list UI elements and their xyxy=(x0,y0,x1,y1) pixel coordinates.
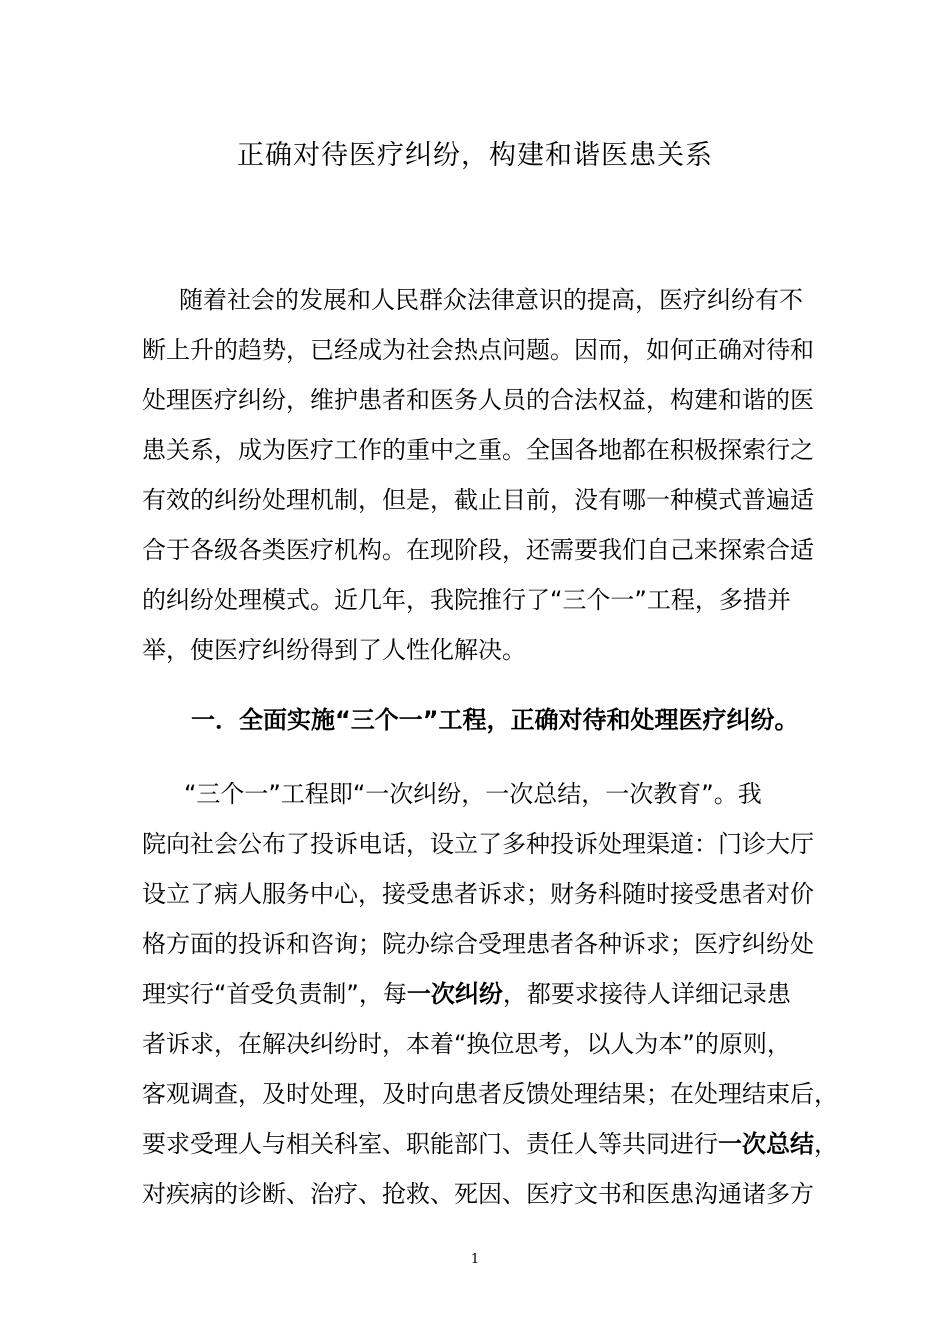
bold-phrase: 一次纠纷 xyxy=(406,980,503,1008)
paragraph-line: 合于各级各类医疗机构。在现阶段，还需要我们自己来探索合适 xyxy=(142,536,814,564)
line-text: ， xyxy=(814,1130,838,1158)
paragraph-line: 对疾病的诊断、治疗、抢救、死因、医疗文书和医患沟通诸多方 xyxy=(142,1180,814,1208)
paragraph-line: 随着社会的发展和人民群众法律意识的提高，医疗纠纷有不 xyxy=(179,286,803,314)
paragraph-line: 客观调查，及时处理，及时向患者反馈处理结果；在处理结束后， xyxy=(142,1080,838,1108)
paragraph-line: 院向社会公布了投诉电话，设立了多种投诉处理渠道：门诊大厅 xyxy=(142,830,814,858)
line-text: 理实行“首受负责制”，每 xyxy=(142,980,407,1008)
paragraph-line xyxy=(0,1126,950,1162)
paragraph-line: 的纠纷处理模式。近几年，我院推行了“三个一”工程，多措并 xyxy=(142,586,791,614)
paragraph-line: 举，使医疗纠纷得到了人性化解决。 xyxy=(142,636,526,664)
paragraph-line xyxy=(0,976,950,1012)
bold-phrase: 一次总结 xyxy=(718,1130,814,1158)
line-text: 要求受理人与相关科室、职能部门、责任人等共同进行 xyxy=(142,1130,718,1158)
paragraph-line: 患关系，成为医疗工作的重中之重。全国各地都在积极探索行之 xyxy=(142,436,814,464)
line-text: ，都要求接待人详细记录患 xyxy=(502,980,791,1008)
paragraph-line: 者诉求，在解决纠纷时，本着“换位思考，以人为本”的原则， xyxy=(142,1030,791,1058)
paragraph-line: 设立了病人服务中心，接受患者诉求；财务科随时接受患者对价 xyxy=(142,880,814,908)
paragraph-line: 处理医疗纠纷，维护患者和医务人员的合法权益，构建和谐的医 xyxy=(142,386,814,414)
paragraph-line: 有效的纠纷处理机制，但是，截止目前，没有哪一种模式普遍适 xyxy=(142,486,814,514)
document-title: 正确对待医疗纠纷，构建和谐医患关系 xyxy=(237,140,713,171)
page-number: 1 xyxy=(470,1252,480,1267)
paragraph-line: “三个一”工程即“一次纠纷，一次总结，一次教育”。我 xyxy=(184,780,762,808)
paragraph-line: 格方面的投诉和咨询；院办综合受理患者各种诉求；医疗纠纷处 xyxy=(142,930,814,958)
paragraph-line: 断上升的趋势，已经成为社会热点问题。因而，如何正确对待和 xyxy=(142,336,814,364)
section-heading: 一．全面实施“三个一”工程，正确对待和处理医疗纠纷。 xyxy=(191,706,799,734)
